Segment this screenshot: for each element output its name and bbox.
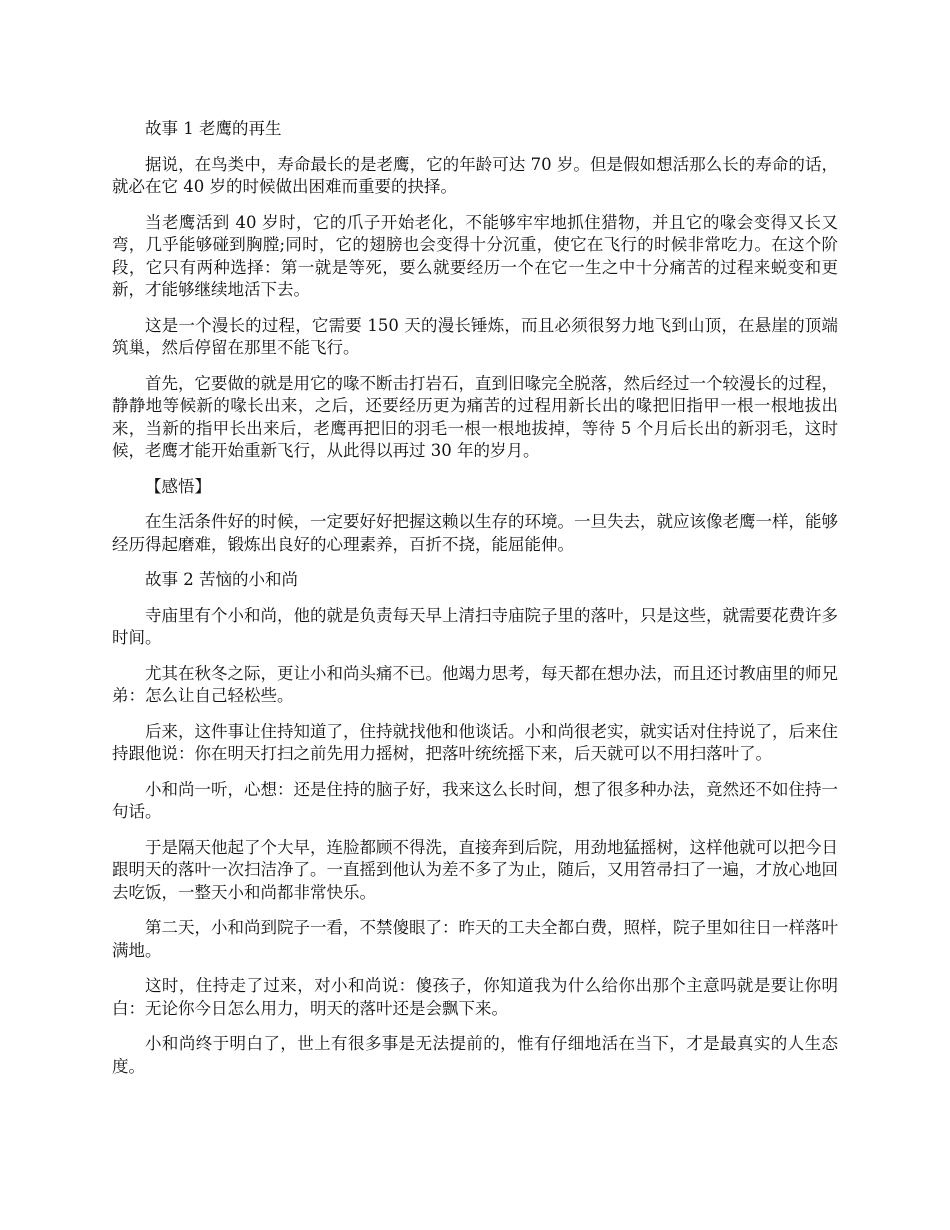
paragraph: 首先，它要做的就是用它的喙不断击打岩石，直到旧喙完全脱落，然后经过一个较漫长的过程，静静地等候新的喙长出来，之后，还要经历更为痛苦的过程用新长出的喙把旧指甲一根一根地拔出来，当新的指甲长出来后，老鹰再把旧的羽毛一根一根地拔掉，等待 5 个月后长出的新羽毛，这时候，老鹰才能开始重新飞行，从此得以再过 30 年的岁月。 [112, 373, 838, 460]
paragraph: 第二天，小和尚到院子一看，不禁傻眼了：昨天的工夫全都白费，照样，院子里如往日一样落叶满地。 [112, 918, 838, 960]
paragraph: 寺庙里有个小和尚，他的就是负责每天早上清扫寺庙院子里的落叶，只是这些，就需要花费许多时间。 [112, 605, 838, 647]
paragraph: 小和尚一听，心想：还是住持的脑子好，我来这么长时间，想了很多种办法，竟然还不如住持一句话。 [112, 779, 838, 821]
story2-title: 故事 2 苦恼的小和尚 [145, 570, 298, 589]
story1-title: 故事 1 老鹰的再生 [145, 119, 282, 138]
paragraph: 后来，这件事让住持知道了，住持就找他和他谈话。小和尚很老实，就实话对住持说了，后来住持跟他说：你在明天打扫之前先用力摇树，把落叶统统摇下来，后天就可以不用扫落叶了。 [112, 721, 838, 763]
paragraph: 于是隔天他起了个大早，连脸都顾不得洗，直接奔到后院，用劲地猛摇树，这样他就可以把今日跟明天的落叶一次扫洁净了。一直摇到他认为差不多了为止，随后，又用笤帚扫了一遍，才放心地回去吃饭，一整天小和尚都非常快乐。 [112, 837, 838, 902]
paragraph: 据说，在鸟类中，寿命最长的是老鹰，它的年龄可达 70 岁。但是假如想活那么长的寿命的话，就必在它 40 岁的时候做出困难而重要的抉择。 [112, 154, 838, 196]
paragraph: 这是一个漫长的过程，它需要 150 天的漫长锤炼，而且必须很努力地飞到山顶，在悬崖的顶端筑巢，然后停留在那里不能飞行。 [112, 315, 838, 357]
paragraph: 尤其在秋冬之际，更让小和尚头痛不已。他竭力思考，每天都在想办法，而且还讨教庙里的师兄弟：怎么让自己轻松些。 [112, 663, 838, 705]
paragraph: 当老鹰活到 40 岁时，它的爪子开始老化，不能够牢牢地抓住猎物，并且它的喙会变得又长又弯，几乎能够碰到胸膛;同时，它的翅膀也会变得十分沉重，使它在飞行的时候非常吃力。在这个阶段，它只有两种选择：第一就是等死，要么就要经历一个在它一生之中十分痛苦的过程来蜕变和更新，才能够继续地活下去。 [112, 212, 838, 299]
paragraph: 在生活条件好的时候，一定要好好把握这赖以生存的环境。一旦失去，就应该像老鹰一样，能够经历得起磨难，锻炼出良好的心理素养，百折不挠，能屈能伸。 [112, 512, 838, 554]
paragraph: 小和尚终于明白了，世上有很多事是无法提前的，惟有仔细地活在当下，才是最真实的人生态度。 [112, 1034, 838, 1076]
document-body [112, 118, 838, 1091]
insight-heading: 【感悟】 [145, 476, 211, 496]
paragraph: 这时，住持走了过来，对小和尚说：傻孩子，你知道我为什么给你出那个主意吗就是要让你明白：无论你今日怎么用力，明天的落叶还是会飘下来。 [112, 976, 838, 1018]
